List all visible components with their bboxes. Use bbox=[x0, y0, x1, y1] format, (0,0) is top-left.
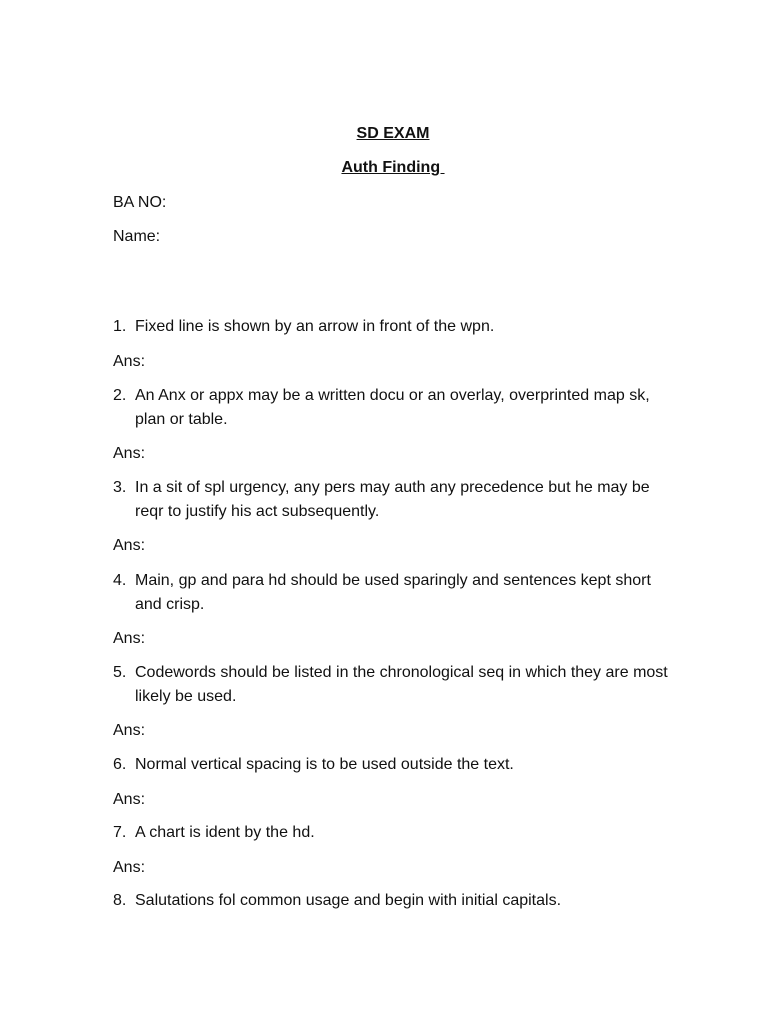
question-text: Salutations fol common usage and begin with initial capitals. bbox=[135, 892, 562, 909]
question-8 bbox=[113, 889, 678, 913]
question-1 bbox=[113, 315, 678, 339]
answer-label-3: Ans: bbox=[113, 537, 146, 554]
question-text: Codewords should be listed in the chronological seq in which they are most likely be used. bbox=[135, 664, 668, 705]
question-5 bbox=[113, 661, 678, 709]
question-3 bbox=[113, 476, 678, 524]
question-text: Normal vertical spacing is to be used outside the text. bbox=[135, 756, 514, 773]
name-label: Name: bbox=[113, 228, 161, 245]
question-6 bbox=[113, 753, 678, 777]
question-number: 8. bbox=[113, 892, 127, 909]
answer-label-7: Ans: bbox=[113, 859, 146, 876]
question-2 bbox=[113, 384, 678, 432]
answer-label-1: Ans: bbox=[113, 353, 146, 370]
question-4 bbox=[113, 569, 678, 617]
answer-label-6: Ans: bbox=[113, 791, 146, 808]
answer-label-2: Ans: bbox=[113, 445, 146, 462]
question-number: 6. bbox=[113, 756, 127, 773]
ba-no-label: BA NO: bbox=[113, 194, 167, 211]
question-text: An Anx or appx may be a written docu or an overlay, overprinted map sk, plan or table. bbox=[135, 387, 650, 428]
question-number: 3. bbox=[113, 479, 127, 496]
question-text: A chart is ident by the hd. bbox=[135, 824, 315, 841]
document-subtitle: Auth Finding bbox=[341, 159, 445, 176]
answer-label-4: Ans: bbox=[113, 630, 146, 647]
question-number: 5. bbox=[113, 664, 127, 681]
question-number: 7. bbox=[113, 824, 127, 841]
question-number: 2. bbox=[113, 387, 127, 404]
question-text: In a sit of spl urgency, any pers may auth any precedence but he may be reqr to justify his act subsequently. bbox=[135, 479, 650, 520]
question-number: 1. bbox=[113, 318, 127, 335]
question-text: Main, gp and para hd should be used sparingly and sentences kept short and crisp. bbox=[135, 572, 651, 613]
question-number: 4. bbox=[113, 572, 127, 589]
document-title: SD EXAM bbox=[356, 125, 430, 142]
question-text: Fixed line is shown by an arrow in front of the wpn. bbox=[135, 318, 495, 335]
answer-label-5: Ans: bbox=[113, 722, 146, 739]
question-7 bbox=[113, 821, 678, 845]
